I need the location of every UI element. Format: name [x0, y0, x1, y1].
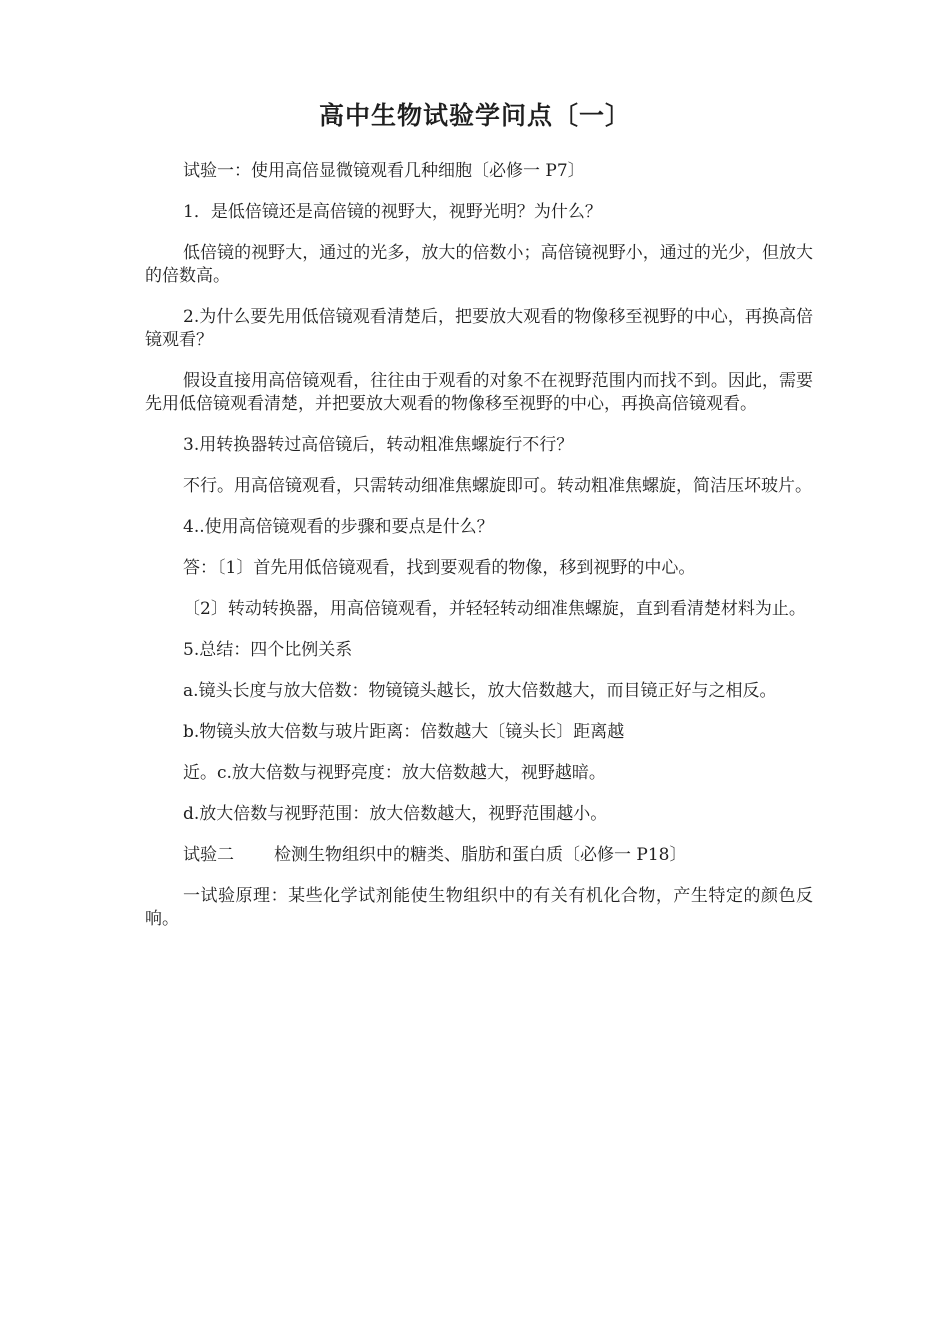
- question-3: 3.用转换器转过高倍镜后，转动粗准焦螺旋行不行？: [183, 435, 574, 455]
- relation-b: b.物镜头放大倍数与玻片距离：倍数越大〔镜头长〕距离越: [183, 722, 625, 742]
- relation-d: d.放大倍数与视野范围：放大倍数越大，视野范围越小。: [183, 804, 608, 824]
- experiment-2-title: 检测生物组织中的糖类、脂肪和蛋白质〔必修一 P18〕: [274, 845, 687, 865]
- experiment-2-label: 试验二: [183, 845, 234, 865]
- relation-c: 近。c.放大倍数与视野亮度：放大倍数越大，视野越暗。: [183, 763, 606, 783]
- question-1: 1．是低倍镜还是高倍镜的视野大，视野光明？为什么？: [183, 202, 602, 222]
- question-4: 4..使用高倍镜观看的步骤和要点是什么？: [183, 517, 494, 537]
- relation-a: a.镜头长度与放大倍数：物镜镜头越长，放大倍数越大，而目镜正好与之相反。: [183, 681, 777, 701]
- experiment-principle: 一试验原理：某些化学试剂能使生物组织中的有关有机化合物，产生特定的颜色反响。: [145, 886, 813, 929]
- experiment-1-heading: 试验一：使用高倍显微镜观看几种细胞〔必修一 P7〕: [183, 161, 585, 181]
- question-2: 2.为什么要先用低倍镜观看清楚后，把要放大观看的物像移至视野的中心，再换高倍镜观看？: [145, 307, 813, 350]
- experiment-2-heading: [145, 844, 813, 867]
- answer-1: 低倍镜的视野大，通过的光多，放大的倍数小；高倍镜视野小，通过的光少，但放大的倍数高。: [145, 243, 813, 286]
- answer-4-step-1: 答：〔1〕首先用低倍镜观看，找到要观看的物像，移到视野的中心。: [183, 558, 696, 578]
- document-body: [145, 160, 813, 949]
- answer-2: 假设直接用高倍镜观看，往往由于观看的对象不在视野范围内而找不到。因此，需要先用低倍镜观看清楚，并把要放大观看的物像移至视野的中心，再换高倍镜观看。: [145, 371, 813, 414]
- answer-3: 不行。用高倍镜观看，只需转动细准焦螺旋即可。转动粗准焦螺旋，简洁压坏玻片。: [183, 476, 812, 496]
- summary-heading: 5.总结：四个比例关系: [183, 640, 353, 660]
- document-title: 高中生物试验学问点〔一〕: [318, 101, 631, 130]
- answer-4-step-2: 〔2〕转动转换器，用高倍镜观看，并轻轻转动细准焦螺旋，直到看清楚材料为止。: [183, 599, 806, 619]
